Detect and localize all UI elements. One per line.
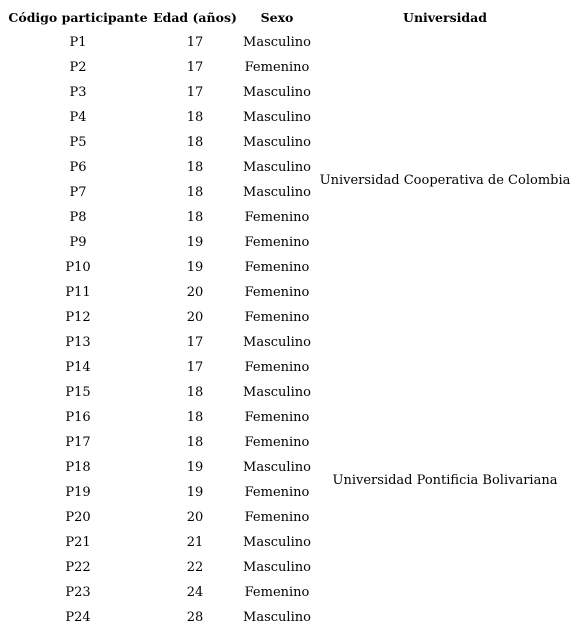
participant-age: 17 (186, 60, 204, 75)
header-sex: Sexo (260, 10, 294, 25)
participant-sex: Masculino (243, 110, 311, 125)
participant-code: P17 (65, 435, 91, 450)
participant-sex: Masculino (243, 335, 311, 350)
participant-age: 17 (186, 335, 204, 350)
participant-code: P18 (65, 460, 91, 475)
participant-code: P14 (65, 360, 91, 375)
participant-code: P6 (69, 160, 87, 175)
participant-age: 18 (186, 210, 204, 225)
participant-age: 20 (186, 310, 204, 325)
participant-age: 20 (186, 285, 204, 300)
participant-age: 19 (186, 260, 204, 275)
participant-sex: Masculino (243, 535, 311, 550)
university-name: Universidad Pontificia Bolivariana (332, 472, 558, 488)
university-name: Universidad Cooperativa de Colombia (319, 172, 571, 188)
participant-age: 19 (186, 460, 204, 475)
participant-sex: Masculino (243, 160, 311, 175)
participant-sex: Masculino (243, 460, 311, 475)
participant-age: 18 (186, 410, 204, 425)
participant-code: P13 (65, 335, 91, 350)
participant-age: 21 (186, 535, 204, 550)
participant-code: P2 (69, 60, 87, 75)
participant-age: 18 (186, 160, 204, 175)
participant-code: P5 (69, 135, 87, 150)
participant-code: P4 (69, 110, 87, 125)
participant-age: 19 (186, 485, 204, 500)
participant-sex: Femenino (244, 585, 310, 600)
participant-code: P21 (65, 535, 91, 550)
participant-age: 17 (186, 360, 204, 375)
participant-sex: Masculino (243, 560, 311, 575)
participant-sex: Femenino (244, 60, 310, 75)
participant-sex: Femenino (244, 485, 310, 500)
header-university: Universidad (403, 10, 487, 25)
participant-age: 20 (186, 510, 204, 525)
participant-sex: Femenino (244, 410, 310, 425)
participant-sex: Masculino (243, 35, 311, 50)
participant-code: P23 (65, 585, 91, 600)
participant-age: 17 (186, 35, 204, 50)
participant-code: P10 (65, 260, 91, 275)
participant-code: P1 (69, 35, 87, 50)
participant-code: P22 (65, 560, 91, 575)
participant-code: P15 (65, 385, 91, 400)
participant-age: 19 (186, 235, 204, 250)
participant-age: 18 (186, 135, 204, 150)
participant-sex: Femenino (244, 435, 310, 450)
participant-age: 18 (186, 185, 204, 200)
participant-sex: Masculino (243, 610, 311, 625)
table-row (6, 30, 576, 55)
participant-code: P20 (65, 510, 91, 525)
header-row (6, 5, 576, 30)
participant-sex: Femenino (244, 210, 310, 225)
participant-age: 22 (186, 560, 204, 575)
participant-code: P16 (65, 410, 91, 425)
participant-code: P7 (69, 185, 87, 200)
participant-code: P11 (65, 285, 91, 300)
header-age: Edad (años) (153, 10, 237, 25)
participant-age: 18 (186, 435, 204, 450)
participant-code: P19 (65, 485, 91, 500)
participants-table (6, 5, 576, 630)
participant-sex: Femenino (244, 285, 310, 300)
participant-code: P3 (69, 85, 87, 100)
participant-age: 17 (186, 85, 204, 100)
participant-age: 18 (186, 385, 204, 400)
header-code: Código participante (8, 10, 148, 25)
participant-sex: Femenino (244, 310, 310, 325)
participant-sex: Masculino (243, 85, 311, 100)
participant-code: P8 (69, 210, 87, 225)
participant-code: P24 (65, 610, 91, 625)
table-body (6, 30, 576, 630)
participant-sex: Femenino (244, 360, 310, 375)
participant-age: 24 (186, 585, 204, 600)
participant-sex: Masculino (243, 385, 311, 400)
participant-sex: Femenino (244, 235, 310, 250)
participant-sex: Masculino (243, 135, 311, 150)
participant-age: 28 (186, 610, 204, 625)
participant-code: P12 (65, 310, 91, 325)
participant-sex: Femenino (244, 510, 310, 525)
participant-sex: Femenino (244, 260, 310, 275)
participant-sex: Masculino (243, 185, 311, 200)
participant-age: 18 (186, 110, 204, 125)
participant-code: P9 (69, 235, 87, 250)
table-row (6, 330, 576, 355)
